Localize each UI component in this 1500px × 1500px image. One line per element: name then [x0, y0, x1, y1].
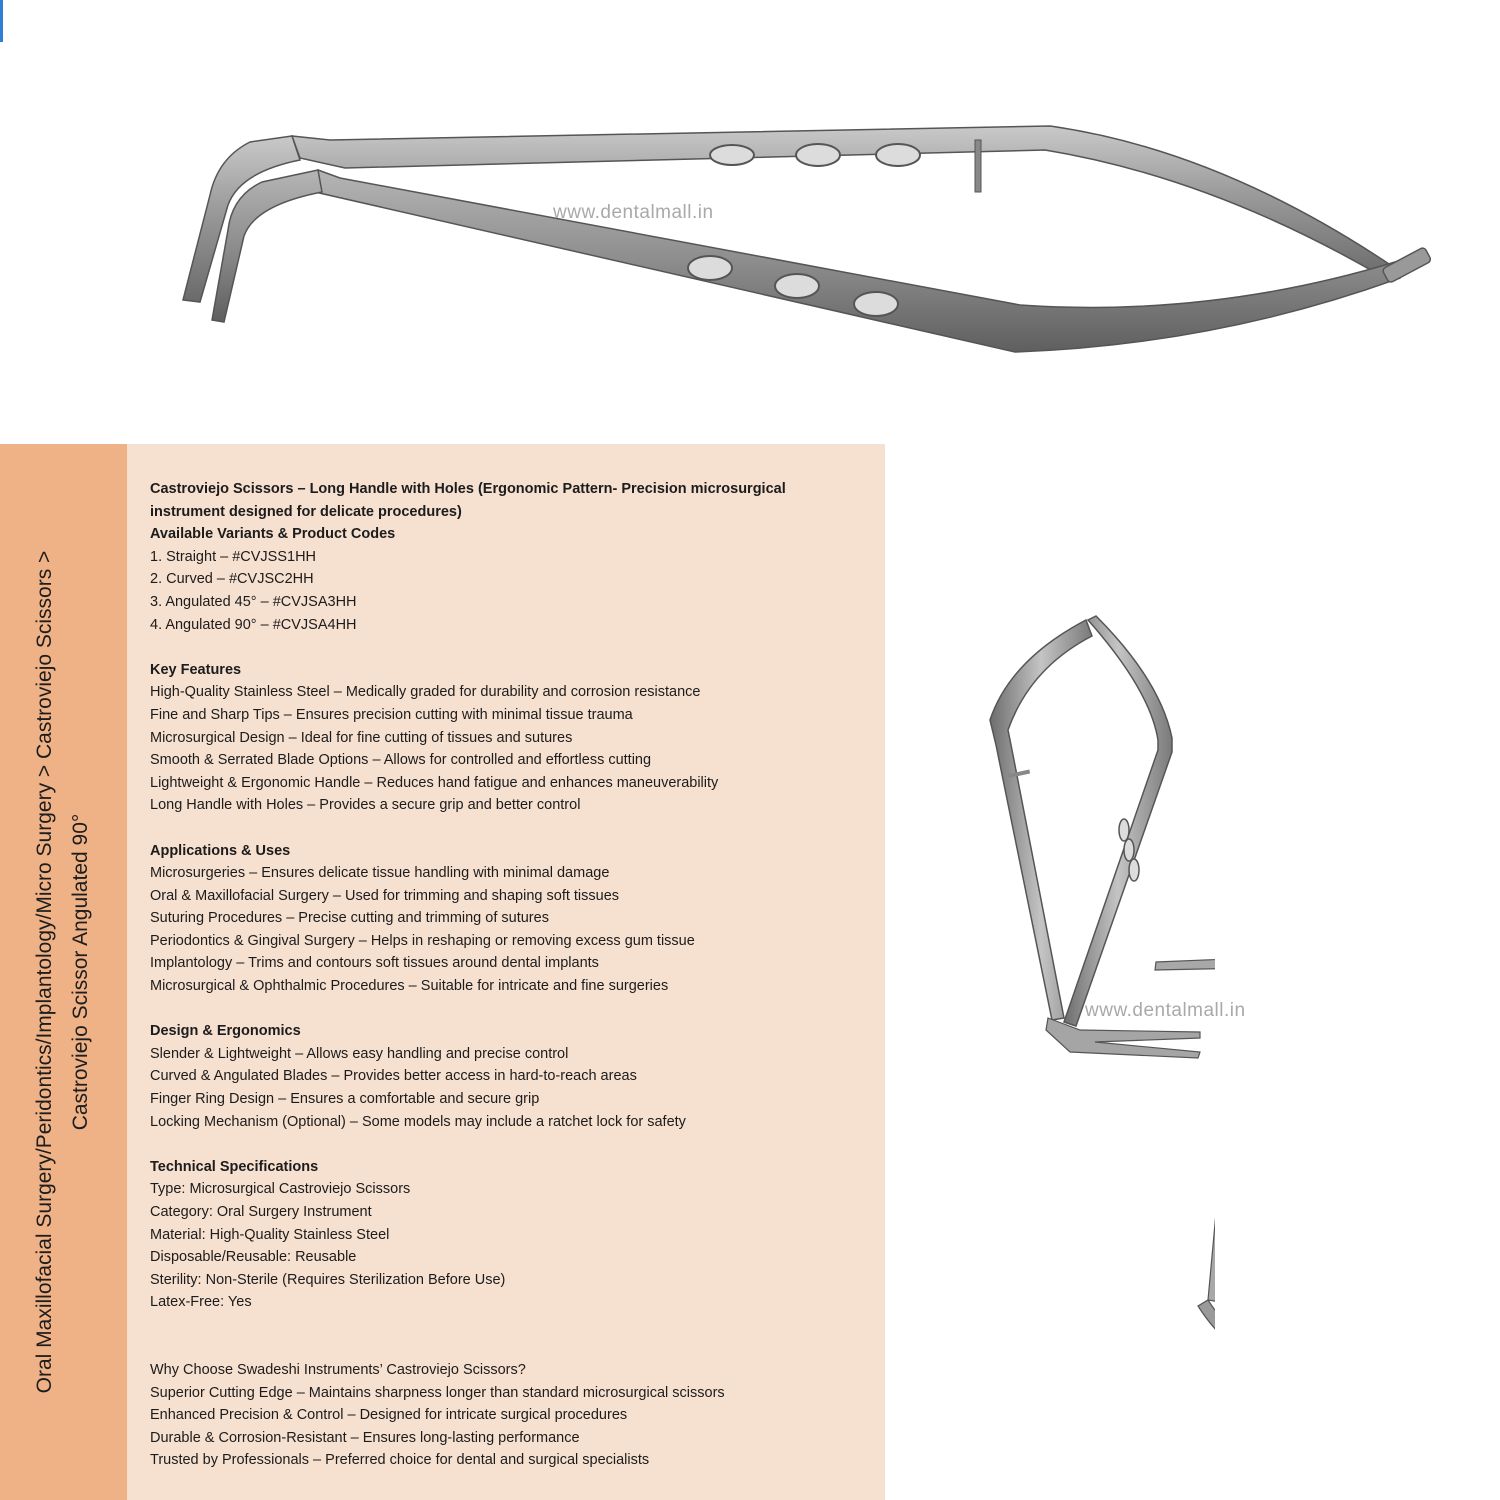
product-description — [150, 478, 860, 1472]
spec-item: Disposable/Reusable: Reusable — [150, 1249, 357, 1266]
application-item: Microsurgical & Ophthalmic Procedures – Suitable for intricate and fine surgeries — [150, 978, 669, 995]
design-item: Slender & Lightweight – Allows easy handling and precise control — [150, 1045, 569, 1062]
application-item: Microsurgeries – Ensures delicate tissue handling with minimal damage — [150, 865, 610, 882]
why-heading: Why Choose Swadeshi Instruments’ Castroviejo Scissors? — [150, 1361, 526, 1378]
why-item: Trusted by Professionals – Preferred choice for dental and surgical specialists — [150, 1452, 650, 1469]
corner-accent-bar — [0, 0, 3, 42]
variant-item: 1. Straight – #CVJSS1HH — [150, 548, 317, 565]
variants-heading: Available Variants & Product Codes — [150, 526, 396, 543]
specs-heading: Technical Specifications — [150, 1158, 319, 1175]
design-item: Finger Ring Design – Ensures a comfortable and secure grip — [150, 1091, 540, 1108]
spec-item: Material: High-Quality Stainless Steel — [150, 1226, 390, 1243]
features-heading: Key Features — [150, 661, 242, 678]
feature-item: Long Handle with Holes – Provides a secure grip and better control — [150, 797, 581, 814]
feature-item: Microsurgical Design – Ideal for fine cutting of tissues and sutures — [150, 729, 573, 746]
application-item: Periodontics & Gingival Surgery – Helps in reshaping or removing excess gum tissue — [150, 932, 695, 949]
watermark-bottom: www.dentalmall.in — [1085, 1000, 1246, 1021]
variant-item: 3. Angulated 45° – #CVJSA3HH — [150, 593, 357, 610]
variant-item: 2. Curved – #CVJSC2HH — [150, 571, 314, 588]
feature-item: Fine and Sharp Tips – Ensures precision cutting with minimal tissue trauma — [150, 706, 633, 723]
spec-item: Category: Oral Surgery Instrument — [150, 1204, 372, 1220]
product-image-scissors-main — [150, 100, 1450, 370]
breadcrumb-current-product: Castroviejo Scissor Angulated 90° — [69, 813, 92, 1131]
variant-item: 4. Angulated 90° – #CVJSA4HH — [150, 616, 357, 633]
feature-item: Smooth & Serrated Blade Options – Allows for controlled and effortless cutting — [150, 752, 652, 769]
why-item: Superior Cutting Edge – Maintains sharpness longer than standard microsurgical scissors — [150, 1384, 725, 1401]
design-heading: Design & Ergonomics — [150, 1023, 301, 1040]
applications-heading: Applications & Uses — [150, 842, 291, 859]
design-item: Locking Mechanism (Optional) – Some models may include a ratchet lock for safety — [150, 1113, 686, 1130]
feature-item: Lightweight & Ergonomic Handle – Reduces hand fatigue and enhances maneuverability — [150, 774, 719, 791]
spec-item: Sterility: Non-Sterile (Requires Sterilization Before Use) — [150, 1271, 506, 1288]
spec-item: Type: Microsurgical Castroviejo Scissors — [150, 1181, 411, 1198]
application-item: Oral & Maxillofacial Surgery – Used for trimming and shaping soft tissues — [150, 887, 620, 904]
breadcrumb — [27, 482, 99, 1462]
why-item: Enhanced Precision & Control – Designed for intricate surgical procedures — [150, 1407, 628, 1424]
feature-item: High-Quality Stainless Steel – Medically graded for durability and corrosion resistance — [150, 684, 701, 701]
breadcrumb-path[interactable]: Oral Maxillofacial Surgery/Peridontics/Implantology/Micro Surgery > Castroviejo Scissors > — [33, 550, 56, 1394]
application-item: Implantology – Trims and contours soft tissues around dental implants — [150, 955, 599, 972]
watermark-top: www.dentalmall.in — [553, 202, 714, 223]
spec-item: Latex-Free: Yes — [150, 1294, 252, 1311]
application-item: Suturing Procedures – Precise cutting and trimming of sutures — [150, 910, 549, 927]
design-item: Curved & Angulated Blades – Provides better access in hard-to-reach areas — [150, 1068, 637, 1085]
why-item: Durable & Corrosion-Resistant – Ensures long-lasting performance — [150, 1429, 580, 1446]
product-title: Castroviejo Scissors – Long Handle with Holes (Ergonomic Pattern- Precision microsurgical instrument designed for delicate procedures) — [150, 481, 786, 520]
